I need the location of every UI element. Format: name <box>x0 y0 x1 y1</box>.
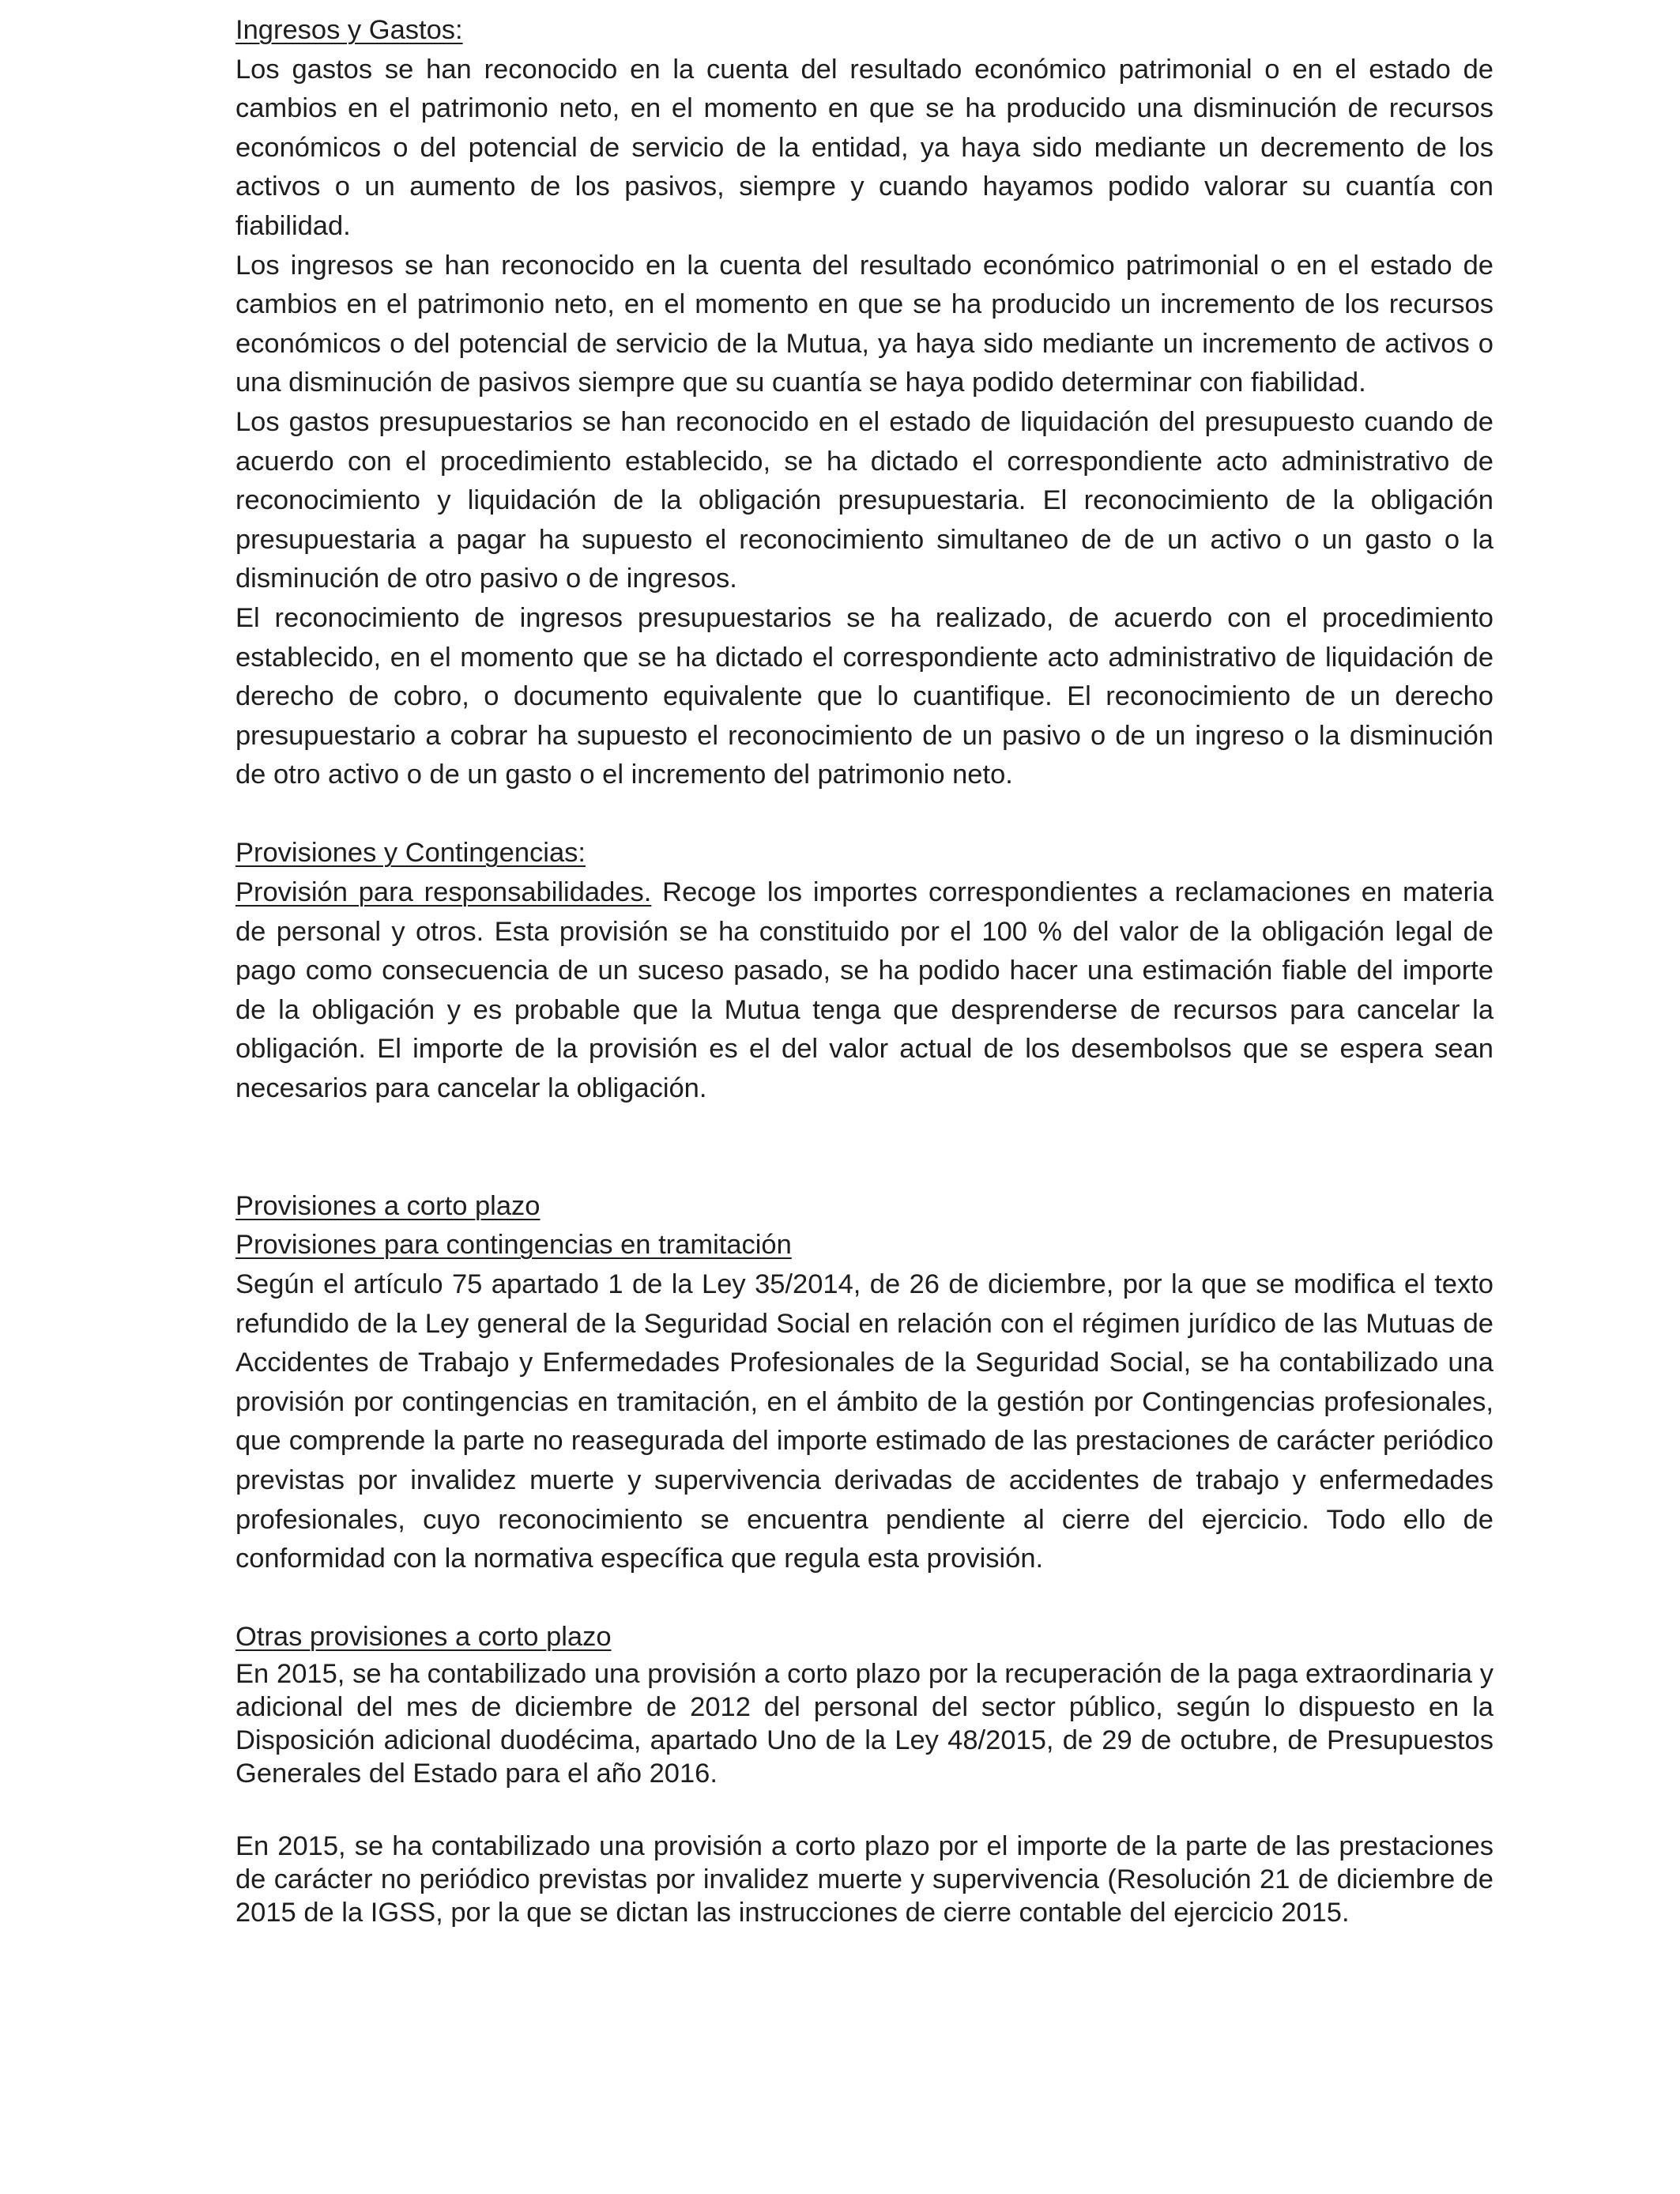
paragraph-gastos-presupuestarios: Los gastos presupuestarios se han reconocido en el estado de liquidación del presupuesto cuando de acuerdo con el procedimiento establecido, se ha dictado el correspondiente acto administrativo de reconocimiento y liquidación de la obligación presupuestaria. El reconocimiento de la obligación presupuestaria a pagar ha supuesto el reconocimiento simultaneo de de un activo o un gasto o la disminución de otro pasivo o de ingresos. <box>235 406 1494 594</box>
paragraph-otras-provisiones-paga: En 2015, se ha contabilizado una provisión a corto plazo por la recuperación de la paga extraordinaria y adicional del mes de diciembre de 2012 del personal del sector público, según lo dispuesto en la Disposición adicional duodécima, apartado Uno de la Ley 48/2015, de 29 de octubre, de Presupuestos Generales del Estado para el año 2016. <box>235 1658 1494 1789</box>
paragraph-provision-responsabilidades <box>235 873 1494 1109</box>
paragraph-ingresos-presupuestarios: El reconocimiento de ingresos presupuestarios se ha realizado, de acuerdo con el procedimiento establecido, en el momento que se ha dictado el correspondiente acto administrativo de liquidación de derecho de cobro, o documento equivalente que lo cuantifique. El reconocimiento de un derecho presupuestario a cobrar ha supuesto el reconocimiento de un pasivo o de un ingreso o la disminución de otro activo o de un gasto o el incremento del patrimonio neto. <box>235 602 1494 790</box>
paragraph-otras-provisiones-prestaciones: En 2015, se ha contabilizado una provisión a corto plazo por el importe de la parte de las prestaciones de carácter no periódico previstas por invalidez muerte y supervivencia (Resolución 21 de diciembre de 2015 de la IGSS, por la que se dictan las instrucciones de cierre contable del ejercicio 2015. <box>235 1830 1494 1928</box>
spacer <box>235 1790 1494 1830</box>
document-page <box>235 11 1494 1929</box>
heading-ingresos-gastos: Ingresos y Gastos: <box>235 15 463 45</box>
paragraph-gastos: Los gastos se han reconocido en la cuenta del resultado económico patrimonial o en el estado de cambios en el patrimonio neto, en el momento en que se ha producido una disminución de recursos económicos o del potencial de servicio de la entidad, ya haya sido mediante un decremento de los activos o un aumento de los pasivos, siempre y cuando hayamos podido valorar su cuantía con fiabilidad. <box>235 54 1494 241</box>
heading-provisiones-corto-plazo: Provisiones a corto plazo <box>235 1190 541 1221</box>
spacer <box>235 1109 1494 1187</box>
paragraph-ingresos: Los ingresos se han reconocido en la cuenta del resultado económico patrimonial o en el estado de cambios en el patrimonio neto, en el momento en que se ha producido un incremento de los recursos económicos o del potencial de servicio de la Mutua, ya haya sido mediante un incremento de activos o una disminución de pasivos siempre que su cuantía se haya podido determinar con fiabilidad. <box>235 250 1494 398</box>
subheading-contingencias-tramitacion: Provisiones para contingencias en tramitación <box>235 1230 792 1261</box>
heading-provisiones-contingencias: Provisiones y Contingencias: <box>235 838 586 869</box>
spacer <box>235 1579 1494 1619</box>
paragraph-contingencias-tramitacion: Según el artículo 75 apartado 1 de la Ley 35/2014, de 26 de diciembre, por la que se modifica el texto refundido de la Ley general de la Seguridad Social en relación con el régimen jurídico de las Mutuas de Accidentes de Trabajo y Enfermedades Profesionales de la Seguridad Social, se ha contabilizado una provisión por contingencias en tramitación, en el ámbito de la gestión por Contingencias profesionales, que comprende la parte no reasegurada del importe estimado de las prestaciones de carácter periódico previstas por invalidez muerte y supervivencia derivadas de accidentes de trabajo y enfermedades profesionales, cuyo reconocimiento se encuentra pendiente al cierre del ejercicio. Todo ello de conformidad con la normativa específica que regula esta provisión. <box>235 1269 1494 1574</box>
provision-responsabilidades-lead: Provisión para responsabilidades. <box>235 877 652 908</box>
spacer <box>235 795 1494 835</box>
provision-responsabilidades-body: Recoge los importes correspondientes a reclamaciones en materia de personal y otros. Esta provisión se ha constituido por el 100 % del valor de la obligación legal de pago como consecuencia de un suceso pasado, se ha podido hacer una estimación fiable del importe de la obligación y es probable que la Mutua tenga que desprenderse de recursos para cancelar la obligación. El importe de la provisión es el del valor actual de los desembolsos que se espera sean necesarios para cancelar la obligación. <box>235 877 1494 1104</box>
heading-otras-provisiones: Otras provisiones a corto plazo <box>235 1622 612 1653</box>
